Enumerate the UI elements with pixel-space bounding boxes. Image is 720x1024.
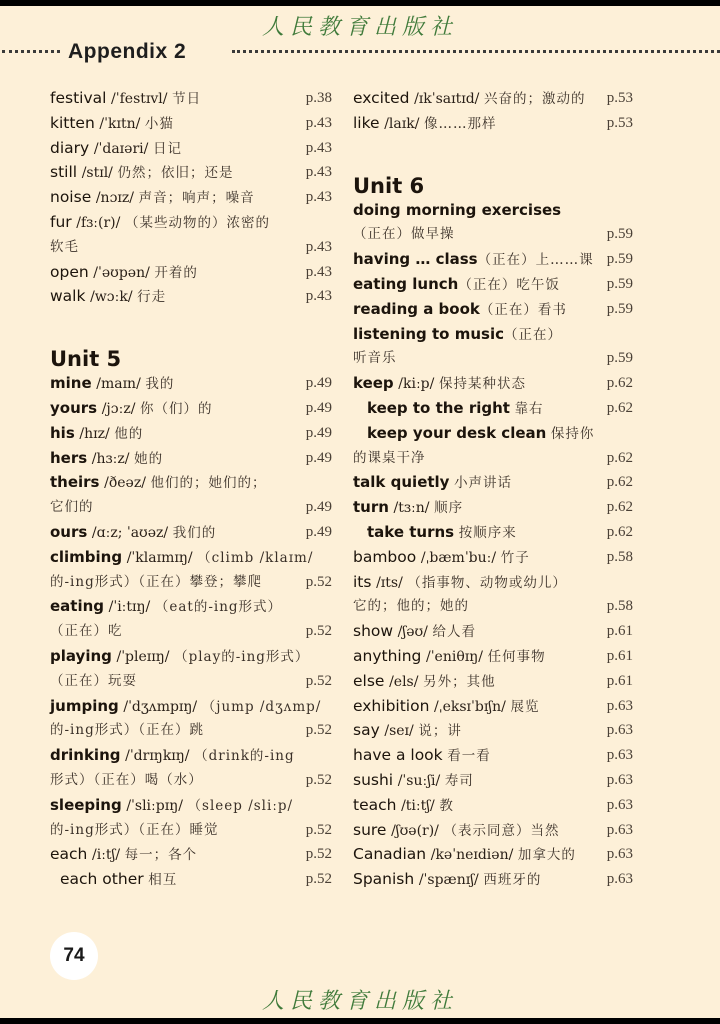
right-column bbox=[353, 86, 633, 892]
page-reference: p.63 bbox=[606, 846, 633, 863]
vocab-phrase: keep your desk clean 保持你 bbox=[367, 423, 595, 442]
page-reference: p.52 bbox=[305, 771, 332, 788]
vocab-entry: eating /ˈiːtɪŋ/ （eat的-ing形式） bbox=[50, 597, 283, 616]
page-reference: p.63 bbox=[606, 722, 633, 739]
vocab-entry: walk /wɔːk/ 行走 p.43 bbox=[50, 284, 332, 309]
page-reference: p.63 bbox=[606, 821, 633, 838]
vocab-entry: like /laɪk/ 像……那样 p.53 bbox=[353, 111, 633, 136]
page-reference: p.52 bbox=[305, 846, 332, 863]
page-reference: p.49 bbox=[305, 424, 332, 441]
page-reference: p.43 bbox=[305, 114, 332, 131]
unit-5-heading: Unit 5 bbox=[50, 347, 122, 372]
page-reference: p.52 bbox=[305, 821, 332, 838]
page-reference: p.52 bbox=[305, 623, 332, 640]
vocab-entry: fur /fɜː(r)/ （某些动物的）浓密的 bbox=[50, 212, 270, 231]
vocab-entry: diary /ˈdaɪəri/ 日记 p.43 bbox=[50, 136, 332, 161]
page-reference: p.62 bbox=[606, 474, 633, 491]
vocab-entry: kitten /ˈkɪtn/ 小猫 p.43 bbox=[50, 111, 332, 136]
page-reference: p.62 bbox=[606, 449, 633, 466]
page-reference: p.49 bbox=[305, 523, 332, 540]
vocab-entry-continuation: 软毛 p.43 bbox=[50, 235, 332, 260]
vocab-entry: listening to music（正在） bbox=[353, 324, 562, 343]
page-reference: p.49 bbox=[305, 499, 332, 516]
vocab-entry: show /ʃəʊ/ 给人看 p.61 bbox=[353, 619, 633, 644]
page-reference: p.49 bbox=[305, 399, 332, 416]
vocab-entry: sushi /ˈsuːʃi/ 寿司 p.63 bbox=[353, 768, 633, 793]
page-reference: p.58 bbox=[606, 598, 633, 615]
left-column bbox=[50, 86, 332, 892]
vocab-entry-continuation: 的-ing形式）（正在）攀登；攀爬 p.52 bbox=[50, 570, 332, 595]
vocab-entry: teach /tiːtʃ/ 教 p.63 bbox=[353, 793, 633, 818]
vocab-entry-continuation: 它的；他的；她的 p.58 bbox=[353, 594, 633, 619]
vocab-entry: festival /ˈfestɪvl/ 节日 p.38 bbox=[50, 86, 332, 111]
page-reference: p.59 bbox=[606, 275, 633, 292]
textbook-page bbox=[0, 6, 720, 1018]
vocab-entry: turn /tɜːn/ 顺序 p.62 bbox=[353, 495, 633, 520]
vocab-entry: having … class（正在）上……课 p.59 bbox=[353, 247, 633, 272]
appendix-title: Appendix 2 bbox=[68, 40, 187, 63]
vocab-entry: eating lunch（正在）吃午饭 p.59 bbox=[353, 272, 633, 297]
vocab-entry: Canadian /kəˈneɪdiən/ 加拿大的 p.63 bbox=[353, 842, 633, 867]
page-reference: p.63 bbox=[606, 771, 633, 788]
dotted-rule-right bbox=[232, 50, 720, 53]
page-reference: p.49 bbox=[305, 449, 332, 466]
page-reference: p.43 bbox=[305, 238, 332, 255]
vocab-entry-continuation: 它们的 p.49 bbox=[50, 495, 332, 520]
page-reference: p.63 bbox=[606, 796, 633, 813]
vocab-entry: playing /ˈpleɪɪŋ/ （play的-ing形式） bbox=[50, 646, 310, 665]
page-reference: p.63 bbox=[606, 697, 633, 714]
page-reference: p.43 bbox=[305, 164, 332, 181]
vocab-entry-continuation: 形式）（正在）喝（水） p.52 bbox=[50, 768, 332, 793]
dotted-rule-left bbox=[2, 50, 60, 53]
page-reference: p.38 bbox=[305, 90, 332, 106]
page-reference: p.62 bbox=[606, 399, 633, 416]
vocab-entry: open /ˈəʊpən/ 开着的 p.43 bbox=[50, 260, 332, 285]
vocab-entry: mine /maɪn/ 我的 p.49 bbox=[50, 371, 332, 396]
appendix-header bbox=[0, 40, 720, 68]
vocab-entry: hers /hɜːz/ 她的 p.49 bbox=[50, 446, 332, 471]
page-reference: p.52 bbox=[305, 672, 332, 689]
page-reference: p.49 bbox=[305, 375, 332, 392]
vocab-entry: drinking /ˈdrɪŋkɪŋ/ （drink的-ing bbox=[50, 746, 295, 765]
vocab-entry-continuation: （正在）吃 p.52 bbox=[50, 619, 332, 644]
vocab-entry-continuation: 的-ing形式）（正在）睡觉 p.52 bbox=[50, 818, 332, 843]
vocab-entry: talk quietly 小声讲话 p.62 bbox=[353, 470, 633, 495]
page-reference: p.61 bbox=[606, 672, 633, 689]
vocab-phrase: each other 相互 p.52 bbox=[50, 867, 332, 892]
publisher-watermark-top: 人民教育出版社 bbox=[261, 15, 458, 40]
page-reference: p.63 bbox=[606, 871, 633, 888]
vocab-entry: reading a book（正在）看书 p.59 bbox=[353, 297, 633, 322]
vocab-entry: Spanish /ˈspænɪʃ/ 西班牙的 p.63 bbox=[353, 867, 633, 892]
page-reference: p.52 bbox=[305, 722, 332, 739]
page-reference: p.62 bbox=[606, 499, 633, 516]
vocab-entry: have a look 看一看 p.63 bbox=[353, 743, 633, 768]
page-reference: p.53 bbox=[606, 90, 633, 106]
page-reference: p.61 bbox=[606, 647, 633, 664]
page-reference: p.53 bbox=[606, 114, 633, 131]
vocab-entry: bamboo /ˌbæmˈbuː/ 竹子 p.58 bbox=[353, 545, 633, 570]
vocab-entry: say /seɪ/ 说；讲 p.63 bbox=[353, 718, 633, 743]
vocab-entry: theirs /ðeəz/ 他们的；她们的； bbox=[50, 473, 267, 492]
vocab-entry: still /stɪl/ 仍然；依旧；还是 p.43 bbox=[50, 160, 332, 185]
vocab-phrase: keep to the right 靠右 p.62 bbox=[353, 396, 633, 421]
page-reference: p.59 bbox=[606, 251, 633, 268]
page-reference: p.59 bbox=[606, 350, 633, 367]
vocab-entry-continuation: （正在）玩耍 p.52 bbox=[50, 669, 332, 694]
page-reference: p.58 bbox=[606, 548, 633, 565]
page-reference: p.43 bbox=[305, 189, 332, 206]
vocab-entry: climbing /ˈklaɪmɪŋ/ （climb /klaɪm/ bbox=[50, 547, 314, 566]
page-reference: p.43 bbox=[305, 263, 332, 280]
vocab-entry: exhibition /ˌeksɪˈbɪʃn/ 展览 p.63 bbox=[353, 694, 633, 719]
vocab-entry: ours /ɑːz; ˈaʊəz/ 我们的 p.49 bbox=[50, 520, 332, 545]
page-reference: p.52 bbox=[305, 573, 332, 590]
page-reference: p.59 bbox=[606, 226, 633, 243]
vocab-entry: sure /ʃʊə(r)/ （表示同意）当然 p.63 bbox=[353, 818, 633, 843]
page-reference: p.43 bbox=[305, 139, 332, 156]
page-reference: p.62 bbox=[606, 523, 633, 540]
page-reference: p.59 bbox=[606, 300, 633, 317]
vocab-entry-continuation: （正在）做早操 p.59 bbox=[353, 222, 633, 247]
vocab-entry: doing morning exercises bbox=[353, 200, 562, 219]
vocab-entry-continuation: 的-ing形式）（正在）跳 p.52 bbox=[50, 718, 332, 743]
vocab-entry: yours /jɔːz/ 你（们）的 p.49 bbox=[50, 396, 332, 421]
publisher-watermark-bottom: 人民教育出版社 bbox=[261, 989, 458, 1014]
page-reference: p.52 bbox=[305, 871, 332, 888]
unit-6-heading: Unit 6 bbox=[353, 173, 425, 198]
vocab-entry: keep /kiːp/ 保持某种状态 p.62 bbox=[353, 371, 633, 396]
vocab-entry: jumping /ˈdʒʌmpɪŋ/ （jump /dʒʌmp/ bbox=[50, 696, 322, 715]
page-number-badge: 74 bbox=[50, 932, 98, 980]
vocab-entry: else /els/ 另外；其他 p.61 bbox=[353, 669, 633, 694]
vocab-entry: noise /nɔɪz/ 声音；响声；噪音 p.43 bbox=[50, 185, 332, 210]
page-reference: p.43 bbox=[305, 288, 332, 305]
vocab-entry-continuation: 的课桌干净 p.62 bbox=[353, 446, 633, 471]
vocab-entry: anything /ˈeniθɪŋ/ 任何事物 p.61 bbox=[353, 644, 633, 669]
vocab-entry: each /iːtʃ/ 每一；各个 p.52 bbox=[50, 842, 332, 867]
vocab-phrase: take turns 按顺序来 p.62 bbox=[353, 520, 633, 545]
page-reference: p.62 bbox=[606, 375, 633, 392]
page-reference: p.61 bbox=[606, 623, 633, 640]
page-reference: p.63 bbox=[606, 747, 633, 764]
vocab-entry: its /ɪts/ （指事物、动物或幼儿） bbox=[353, 572, 567, 591]
vocab-entry-continuation: 听音乐 p.59 bbox=[353, 346, 633, 371]
vocab-entry: sleeping /ˈsliːpɪŋ/ （sleep /sliːp/ bbox=[50, 795, 294, 814]
vocab-entry: excited /ɪkˈsaɪtɪd/ 兴奋的；激动的 p.53 bbox=[353, 86, 633, 111]
vocab-entry: his /hɪz/ 他的 p.49 bbox=[50, 421, 332, 446]
